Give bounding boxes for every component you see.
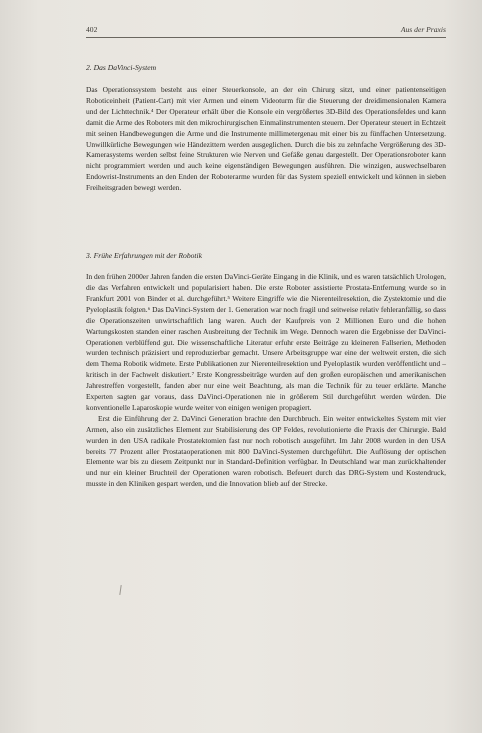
running-head (86, 24, 446, 38)
section-heading: 3. Frühe Erfahrungen mit der Robotik (86, 251, 203, 261)
section-davinci-system (86, 62, 446, 194)
running-title: Aus der Praxis (400, 25, 446, 34)
page-number: 402 (86, 25, 98, 34)
header-rule (86, 37, 446, 38)
section-early-experience (86, 250, 446, 490)
book-page (86, 24, 446, 714)
body-paragraph: Erst die Einführung der 2. DaVinci Generation brachte den Durchbruch. Ein weiter entwickeltes System mit vier Armen, also ein zusätzliches Element zur Stabilisierung des OP Feldes, revolutionierte die Praxis der Chirurgie. Bald wurden in den USA radikale Prostatektomien fast nur noch robotisch ausgeführt. Im Jahr 2008 wurden in den USA bereits 77 Prozent aller Prostataoperationen mit 800 DaVinci-Systemen durchgeführt. Die Auflösung der optischen Elemente war bis zu diesem Zeitpunkt nur in Standard-Definition verfügbar. In Deutschland war man zurückhaltender und nur ein kleiner Bruchteil der Operationen waren robotisch. Befeuert durch das DRG-System und Kostendruck, musste in den Kliniken gespart werden, und die Innovation blieb auf der Strecke. (86, 413, 446, 489)
body-paragraph: In den frühen 2000er Jahren fanden die ersten DaVinci-Geräte Eingang in die Klinik, und es waren tatsächlich Urologen, die das Verfahren entwickelt und popularisiert haben. Die erste Roboter assistierte Prostata-Entfernung wurde so in Frankfurt 2001 von Binder et al. durchgeführt.⁵ Weitere Eingriffe wie die Nierenteilresektion, die Zystektomie und die Pyeloplastik folgten.⁶ Das DaVinci-System der 1. Generation war noch fragil und seitweise relativ fehleranfällig, so dass die Operationszeiten unwirtschaftlich lang waren. Auch der Kaufpreis von 2 Millionen Euro und die hohen Wartungskosten standen einer raschen Ausbreitung der Technik im Wege. Dennoch waren die Ergebnisse der DaVinci-Operationen verblüffend gut. Die wissenschaftliche Literatur erfuhr erste Beiträge zu kleineren Fallserien, Methoden wurden technisch präzisiert und reproduzierbar gemacht. Unsere Arbeitsgruppe war eine der weltweit ersten, die sich dem Thema Robotik widmete. Erste Publikationen zur Nierenteilresektion und Pyeloplastik wurden veröffentlicht und – kritisch in der Fachwelt diskutiert.⁷ Erste Kongressbeiträge wurden auf den großen europäischen und amerikanischen Jahrestreffen vorgestellt, fanden aber nur eine weit Beachtung, als man die Technik für zu teuer erklärte. Manche Experten sagten gar voraus, dass DaVinci-Operationen nie in größerem Stil durchgeführt werden würden. Die konventionelle Laparoskopie wurde weiter von einigen wenigen propagiert. (86, 272, 446, 412)
section-heading: 2. Das DaVinci-System (86, 63, 157, 72)
body-paragraph: Das Operationssystem besteht aus einer Steuerkonsole, an der ein Chirurg sitzt, und einer patientenseitigen Roboticeinheit (Patient-Cart) mit vier Armen und einem Videoturm für die Steuerung der dreidimensionalen Kamera und der Lichttechnik.⁴ Der Operateur erhält über die Konsole ein vergrößertes 3D-Bild des Operationsfeldes und kann damit die Arme des Roboters mit den mikrochirurgischen Einmalinstrumenten steuern. Der Operateur steuert in Echtzeit mit seinen Handbewegungen die Arme und die Instrumente millimetergenau mit einer bis zu fünffachen Untersetzung. Unwillkürliche Bewegungen wie Händezittern werden ausgeglichen. Durch die bis zu zehnfache Vergrößerung des 3D-Kamerasystems werden selbst feine Strukturen wie Nerven und Gefäße genau dargestellt. Der Operationsroboter kann nicht programmiert werden und auch keine eigenständigen Bewegungen ausführen. Die winzigen, auswechselbaren Endowrist-Instruments an den Enden der Roboterarme wurden für das System speziell entwickelt und können in sieben Freiheitsgraden bewegt werden. (86, 85, 446, 193)
